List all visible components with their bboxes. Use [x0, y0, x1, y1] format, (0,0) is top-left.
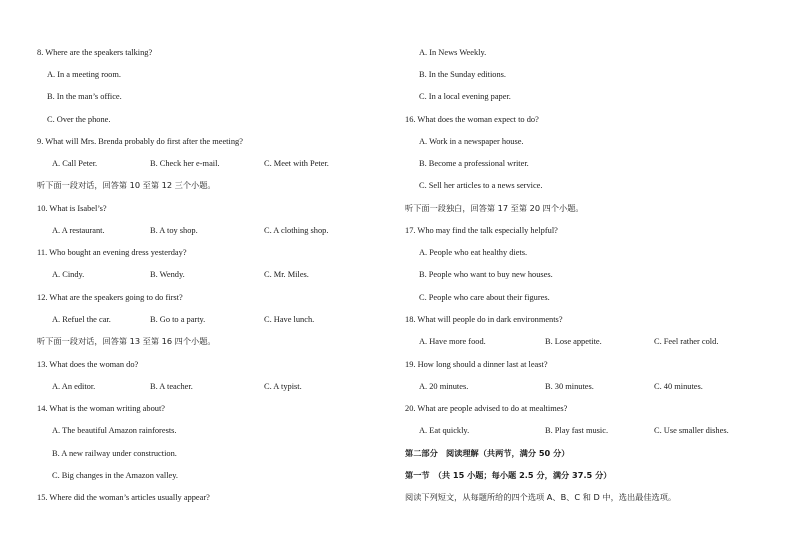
- q10-option-a: A. A restaurant.: [52, 226, 105, 235]
- q14-option-c: C. Big changes in the Amazon valley.: [52, 471, 178, 480]
- q19-option-a: A. 20 minutes.: [419, 382, 469, 391]
- q9-option-b: B. Check her e-mail.: [150, 159, 220, 168]
- q20-option-a: A. Eat quickly.: [419, 426, 470, 435]
- q19-option-b: B. 30 minutes.: [545, 382, 594, 391]
- q12-option-b: B. Go to a party.: [150, 315, 206, 324]
- question-17: 17. Who may find the talk especially helpful?: [405, 226, 558, 235]
- q13-option-a: A. An editor.: [52, 382, 96, 391]
- question-19: 19. How long should a dinner last at least?: [405, 360, 548, 369]
- q17-option-c: C. People who care about their figures.: [419, 293, 550, 302]
- q14-option-b: B. A new railway under construction.: [52, 449, 177, 458]
- q18-option-a: A. Have more food.: [419, 337, 486, 346]
- q19-option-c: C. 40 minutes.: [654, 382, 703, 391]
- q8-option-b: B. In the man’s office.: [47, 92, 122, 101]
- question-15: 15. Where did the woman’s articles usually appear?: [37, 493, 210, 502]
- section-1-heading: 第一节 （共 15 小题；每小题 2.5 分，满分 37.5 分）: [405, 470, 612, 480]
- q8-option-a: A. In a meeting room.: [47, 70, 121, 79]
- q15-option-c: C. In a local evening paper.: [419, 92, 511, 101]
- q20-option-c: C. Use smaller dishes.: [654, 426, 729, 435]
- instruction-13-16: 听下面一段对话，回答第 13 至第 16 四个小题。: [37, 336, 216, 346]
- question-8: 8. Where are the speakers talking?: [37, 48, 153, 57]
- q17-option-a: A. People who eat healthy diets.: [419, 248, 528, 257]
- q9-option-a: A. Call Peter.: [52, 159, 98, 168]
- q13-option-c: C. A typist.: [264, 382, 302, 391]
- question-14: 14. What is the woman writing about?: [37, 404, 166, 413]
- question-9: 9. What will Mrs. Brenda probably do first after the meeting?: [37, 137, 243, 146]
- reading-instruction: 阅读下列短文，从每题所给的四个选项 A、B、C 和 D 中，选出最佳选项。: [405, 492, 677, 502]
- q16-option-a: A. Work in a newspaper house.: [419, 137, 524, 146]
- question-13: 13. What does the woman do?: [37, 360, 139, 369]
- q18-option-b: B. Lose appetite.: [545, 337, 602, 346]
- q16-option-b: B. Become a professional writer.: [419, 159, 529, 168]
- q11-option-a: A. Cindy.: [52, 270, 85, 279]
- question-10: 10. What is Isabel’s?: [37, 204, 107, 213]
- q8-option-c: C. Over the phone.: [47, 115, 111, 124]
- q20-option-b: B. Play fast music.: [545, 426, 609, 435]
- question-18: 18. What will people do in dark environments?: [405, 315, 563, 324]
- question-12: 12. What are the speakers going to do first?: [37, 293, 183, 302]
- question-16: 16. What does the woman expect to do?: [405, 115, 539, 124]
- q18-option-c: C. Feel rather cold.: [654, 337, 719, 346]
- instruction-17-20: 听下面一段独白，回答第 17 至第 20 四个小题。: [405, 203, 584, 213]
- q11-option-b: B. Wendy.: [150, 270, 185, 279]
- question-20: 20. What are people advised to do at mealtimes?: [405, 404, 568, 413]
- q13-option-b: B. A teacher.: [150, 382, 193, 391]
- q10-option-b: B. A toy shop.: [150, 226, 198, 235]
- q12-option-c: C. Have lunch.: [264, 315, 315, 324]
- q10-option-c: C. A clothing shop.: [264, 226, 329, 235]
- q9-option-c: C. Meet with Peter.: [264, 159, 329, 168]
- q15-option-a: A. In News Weekly.: [419, 48, 487, 57]
- q17-option-b: B. People who want to buy new houses.: [419, 270, 553, 279]
- q14-option-a: A. The beautiful Amazon rainforests.: [52, 426, 177, 435]
- instruction-10-12: 听下面一段对话，回答第 10 至第 12 三个小题。: [37, 180, 216, 190]
- q11-option-c: C. Mr. Miles.: [264, 270, 309, 279]
- q16-option-c: C. Sell her articles to a news service.: [419, 181, 543, 190]
- question-11: 11. Who bought an evening dress yesterday?: [37, 248, 187, 257]
- part-2-heading: 第二部分 阅读理解（共两节，满分 50 分）: [405, 448, 570, 458]
- q15-option-b: B. In the Sunday editions.: [419, 70, 507, 79]
- q12-option-a: A. Refuel the car.: [52, 315, 111, 324]
